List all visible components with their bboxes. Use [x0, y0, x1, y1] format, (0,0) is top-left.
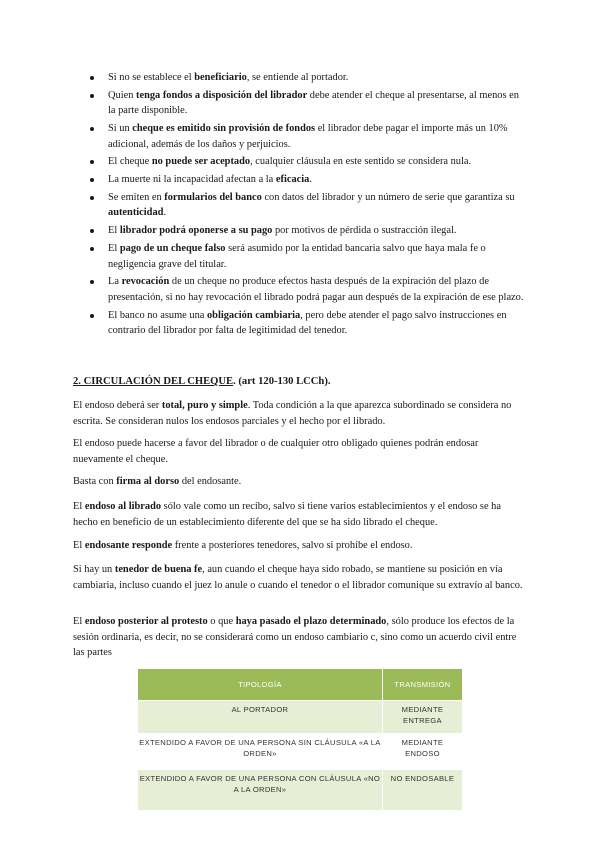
bullet-dot-icon: [90, 160, 94, 164]
table-cell: EXTENDIDO A FAVOR DE UNA PERSONA SIN CLÁUSULA «A LA ORDEN»: [138, 734, 383, 770]
bullet-item-1: Si no se establece el beneficiario, se entiende al portador.: [88, 70, 528, 86]
bullet-item-7: El librador podrá oponerse a su pago por motivos de pérdida o sustracción ilegal.: [88, 223, 528, 239]
paragraph-1: El endoso deberá ser total, puro y simple. Toda condición a la que aparezca subordinado se considera no escrita. Se consideran nulos los endosos parciales y el hecho por el librado.: [73, 400, 512, 427]
table-header-row: [138, 669, 463, 701]
table-cell: MEDIANTE ENDOSO: [382, 734, 462, 770]
bullet-dot-icon: [90, 178, 94, 182]
bullet-dot-icon: [90, 76, 94, 80]
table-row: [138, 734, 463, 770]
table-row: [138, 770, 463, 811]
bullet-dot-icon: [90, 196, 94, 200]
table-header-cell: TRANSMISIÓN: [382, 669, 462, 701]
bullet-dot-icon: [90, 280, 94, 284]
typology-table: [137, 668, 463, 811]
bullet-dot-icon: [90, 314, 94, 318]
table-cell: MEDIANTE ENTREGA: [382, 701, 462, 734]
bullet-dot-icon: [90, 127, 94, 131]
table-cell: EXTENDIDO A FAVOR DE UNA PERSONA CON CLÁUSULA «NO A LA ORDEN»: [138, 770, 383, 811]
paragraph-6: Si hay un tenedor de buena fe, aun cuando el cheque haya sido robado, se mantiene su posición en vía cambiaria, incluso cuando el juez lo anule o cuando el tenedor o el librador comunique su extravío al banco.: [73, 564, 523, 591]
paragraph-7: El endoso posterior al protesto o que haya pasado el plazo determinado, sólo produce los efectos de la sesión ordinaria, es decir, no se considerará como un endoso cambiario c, sino como un acuerdo civil entre las partes: [73, 616, 517, 658]
paragraph-5: El endosante responde frente a posteriores tenedores, salvo si prohíbe el endoso.: [73, 540, 413, 551]
table-header-cell: TIPOLOGÍA: [138, 669, 383, 701]
bullet-item-6: Se emiten en formularios del banco con datos del librador y un número de serie que garantiza su autenticidad.: [88, 190, 528, 221]
section-title: 2. CIRCULACIÓN DEL CHEQUE. (art 120-130 LCCh).: [73, 376, 331, 387]
bullet-item-2: Quien tenga fondos a disposición del librador debe atender el cheque al presentarse, al menos en la parte disponible.: [88, 88, 528, 119]
bullet-dot-icon: [90, 94, 94, 98]
paragraph-3: Basta con firma al dorso del endosante.: [73, 476, 242, 487]
table-row: [138, 701, 463, 734]
bullet-item-8: El pago de un cheque falso será asumido por la entidad bancaria salvo que haya mala fe o negligencia grave del titular.: [88, 241, 528, 272]
bullet-item-10: El banco no asume una obligación cambiaria, pero debe atender el pago salvo instrucciones en contrario del librador por falta de legitimidad del tenedor.: [88, 308, 528, 339]
bullet-item-4: El cheque no puede ser aceptado, cualquier cláusula en este sentido se considera nula.: [88, 154, 528, 170]
paragraph-2: El endoso puede hacerse a favor del librador o de cualquier otro obligado quienes podrán endosar nuevamente el cheque.: [73, 438, 479, 465]
bullet-item-5: La muerte ni la incapacidad afectan a la eficacia.: [88, 172, 528, 188]
bullet-list: [88, 70, 528, 341]
table-cell: AL PORTADOR: [138, 701, 383, 734]
bullet-item-9: La revocación de un cheque no produce efectos hasta después de la expiración del plazo de presentación, si no hay revocación el librado podrá pagar aun después de la expiración de ese plazo.: [88, 274, 528, 305]
table-cell: NO ENDOSABLE: [382, 770, 462, 811]
paragraph-4: El endoso al librado sólo vale como un recibo, salvo si tiene varios establecimientos y el endoso se ha hecho en beneficio de un establecimiento diferente del que se ha sido librado el cheque.: [73, 501, 501, 528]
bullet-dot-icon: [90, 229, 94, 233]
bullet-item-3: Si un cheque es emitido sin provisión de fondos el librador debe pagar el importe más un 10% adicional, además de los daños y perjuicios.: [88, 121, 528, 152]
bullet-dot-icon: [90, 247, 94, 251]
